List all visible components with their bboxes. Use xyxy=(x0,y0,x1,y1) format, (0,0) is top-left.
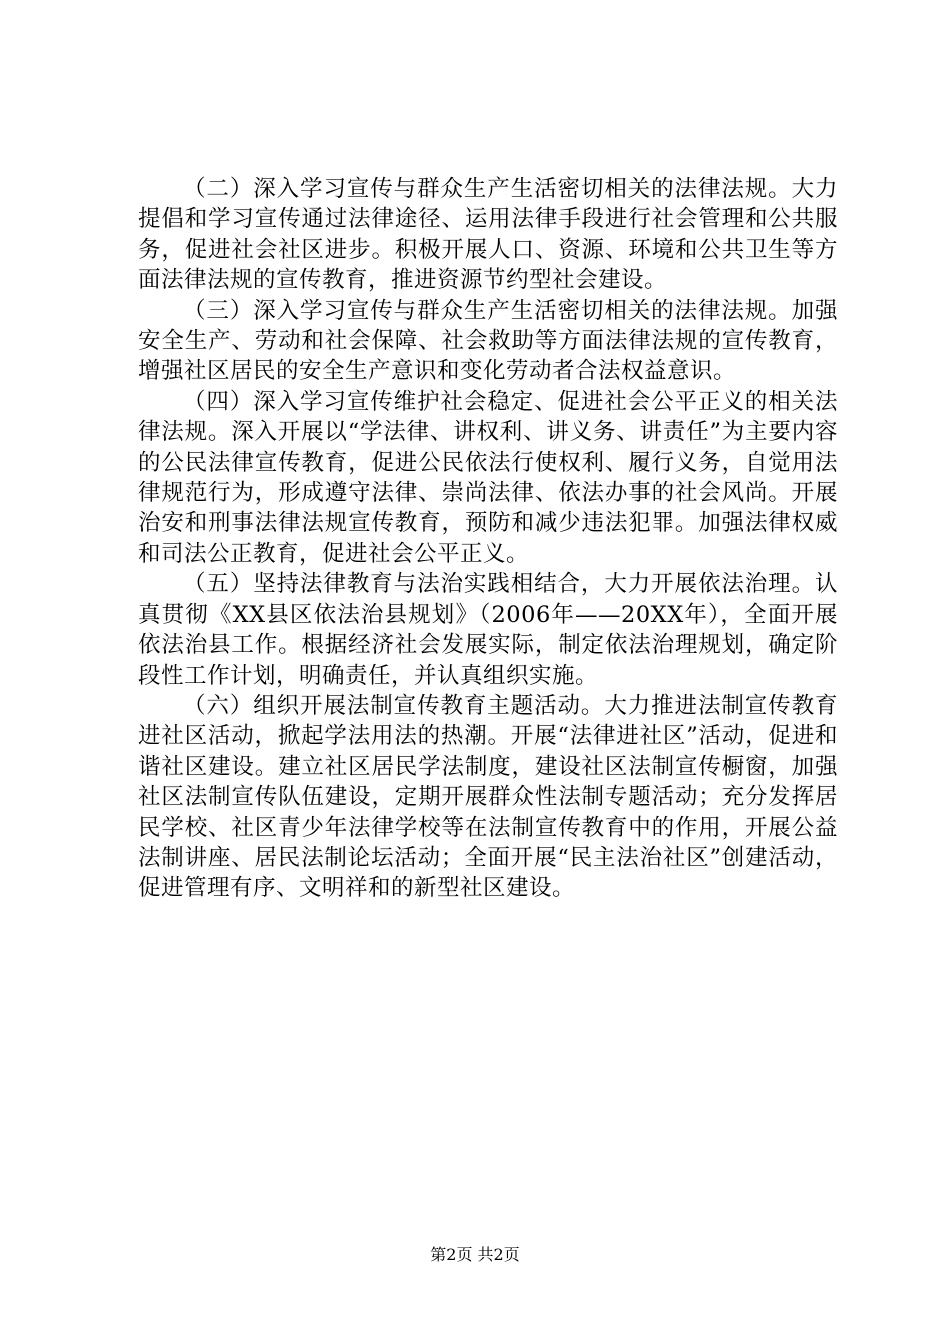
paragraph-section-4: （四）深入学习宣传维护社会稳定、促进社会公平正义的相关法律法规。深入开展以“学法律、讲权利、讲义务、讲责任”为主要内容的公民法律宣传教育，促进公民依法行使权利、履行义务，自觉用法律规范行为，形成遵守法律、崇尚法律、依法办事的社会风尚。开展治安和刑事法律法规宣传教育，预防和减少违法犯罪。加强法律权威和司法公正教育，促进社会公平正义。 xyxy=(138,388,838,567)
page-number-footer: 第2页 共2页 xyxy=(430,1245,520,1264)
paragraph-section-6: （六）组织开展法制宣传教育主题活动。大力推进法制宣传教育进社区活动，掀起学法用法的热潮。开展“法律进社区”活动，促进和谐社区建设。建立社区居民学法制度，建设社区法制宣传橱窗，加强社区法制宣传队伍建设，定期开展群众性法制专题活动；充分发挥居民学校、社区青少年法律学校等在法制宣传教育中的作用，开展公益法制讲座、居民法制论坛活动；全面开展“民主法治社区”创建活动，促进管理有序、文明祥和的新型社区建设。 xyxy=(138,692,838,902)
paragraph-section-5: （五）坚持法律教育与法治实践相结合，大力开展依法治理。认真贯彻《XX县区依法治县规划》（2006年——20XX年），全面开展依法治县工作。根据经济社会发展实际，制定依法治理规划，确定阶段性工作计划，明确责任，并认真组织实施。 xyxy=(138,571,838,689)
paragraph-section-2: （二）深入学习宣传与群众生产生活密切相关的法律法规。大力提倡和学习宣传通过法律途径、运用法律手段进行社会管理和公共服务，促进社会社区进步。积极开展人口、资源、环境和公共卫生等方面法律法规的宣传教育，推进资源节约型社会建设。 xyxy=(138,176,838,294)
document-body xyxy=(138,174,838,904)
paragraph-section-3: （三）深入学习宣传与群众生产生活密切相关的法律法规。加强安全生产、劳动和社会保障、社会救助等方面法律法规的宣传教育，增强社区居民的安全生产意识和变化劳动者合法权益意识。 xyxy=(138,297,838,385)
